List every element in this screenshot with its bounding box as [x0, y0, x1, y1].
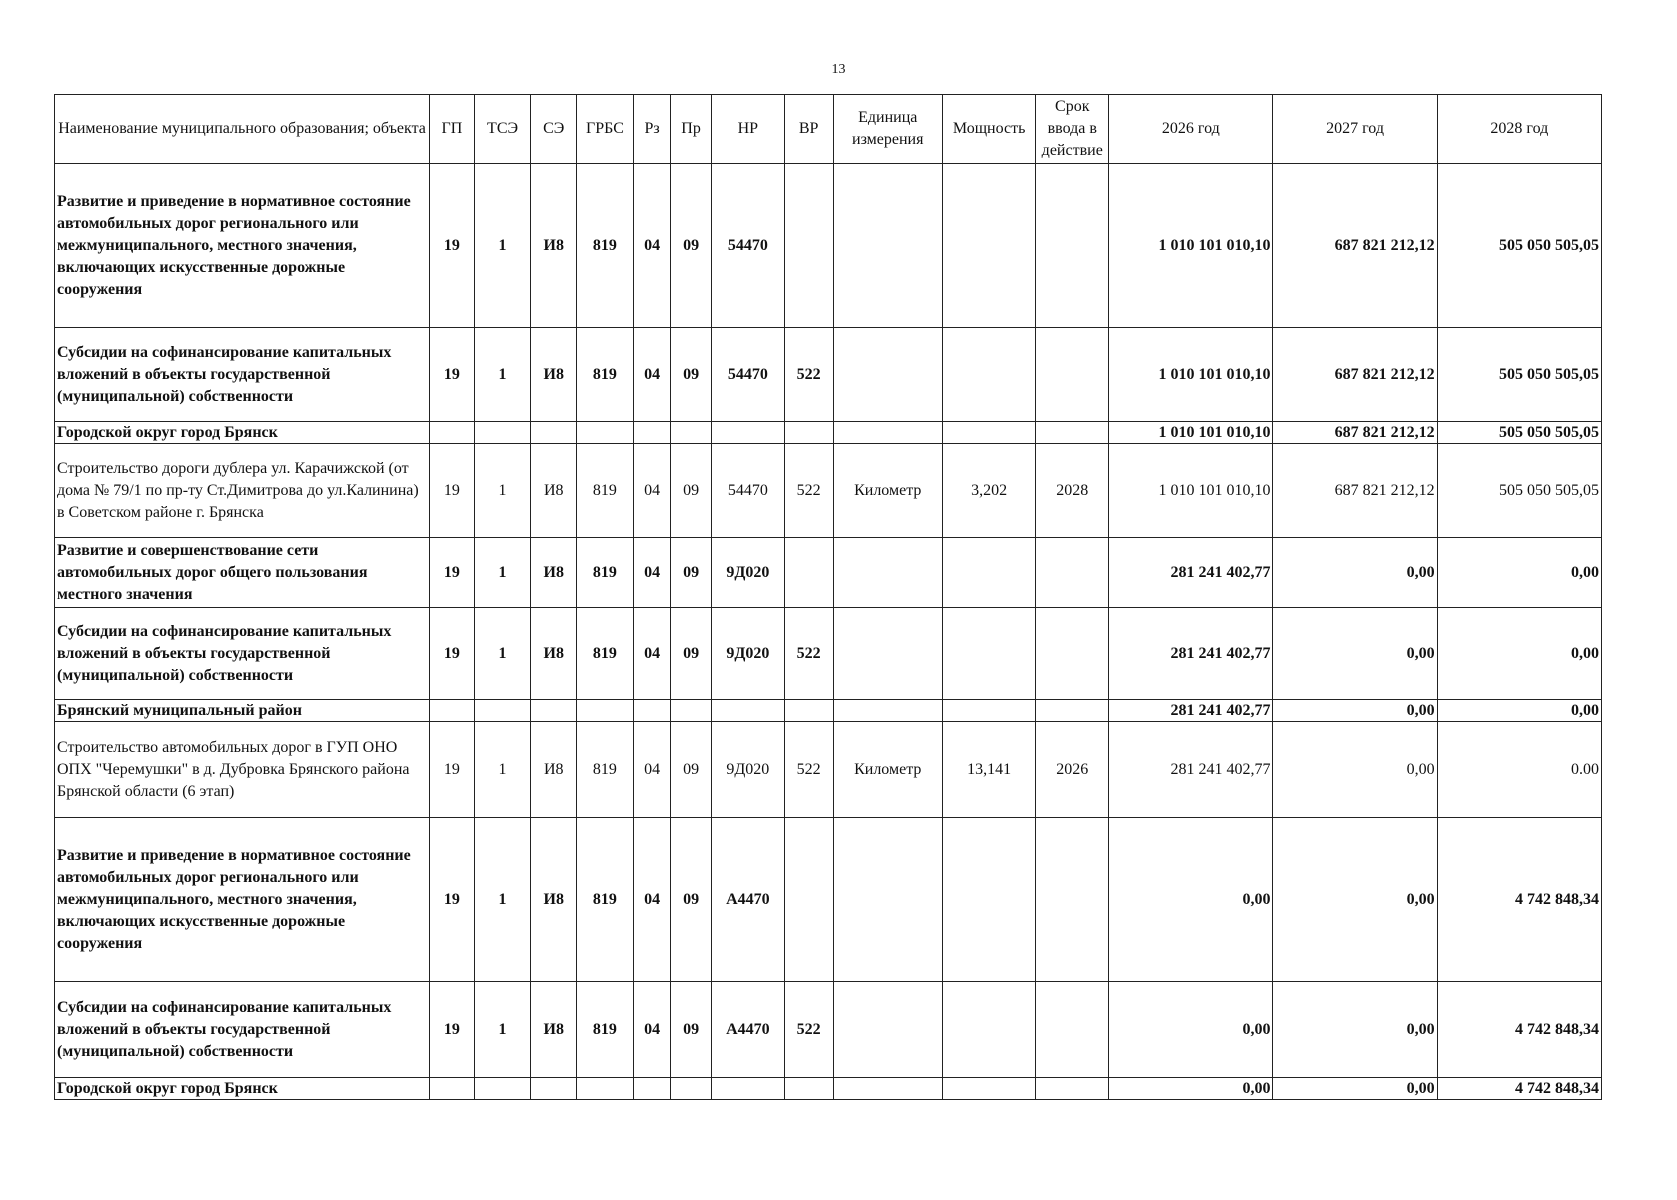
col-rz-header: Рз: [633, 95, 671, 164]
cell-pr: 09: [671, 164, 712, 328]
cell-term: [1036, 164, 1109, 328]
cell-grbs: 819: [577, 982, 634, 1078]
cell-se: И8: [531, 444, 577, 538]
cell-2028: 4 742 848,34: [1437, 982, 1601, 1078]
cell-vr: 522: [784, 608, 833, 700]
cell-nr: 9Д020: [711, 608, 784, 700]
cell-se: И8: [531, 608, 577, 700]
cell-term: [1036, 328, 1109, 422]
cell-grbs: 819: [577, 444, 634, 538]
cell-capacity: [942, 328, 1035, 422]
header-row: [55, 95, 1602, 164]
cell-2026: 0,00: [1109, 818, 1273, 982]
cell-tse: 1: [474, 538, 531, 608]
cell-capacity: [942, 982, 1035, 1078]
cell-tse: 1: [474, 164, 531, 328]
cell-tse: 1: [474, 818, 531, 982]
cell-rz: 04: [633, 982, 671, 1078]
cell-2028: 505 050 505,05: [1437, 444, 1601, 538]
cell-2027: 0,00: [1273, 538, 1437, 608]
cell-unit: [833, 164, 942, 328]
row-name: Развитие и приведение в нормативное состояние автомобильных дорог регионального или межмуниципального, местного значения, включающих искусственные дорожные сооружения: [55, 164, 430, 328]
col-gp-header: ГП: [430, 95, 475, 164]
cell-2026: 0,00: [1109, 982, 1273, 1078]
cell-2027: 687 821 212,12: [1273, 164, 1437, 328]
cell-unit: [833, 818, 942, 982]
cell-2028: 0,00: [1437, 608, 1601, 700]
cell-tse: 1: [474, 982, 531, 1078]
cell-2027: 687 821 212,12: [1273, 328, 1437, 422]
col-2028-header: 2028 год: [1437, 95, 1601, 164]
table-row: [55, 538, 1602, 608]
cell-2026: 281 241 402,77: [1109, 700, 1273, 722]
cell-capacity: 3,202: [942, 444, 1035, 538]
cell-gp: 19: [430, 722, 475, 818]
cell-capacity: [942, 164, 1035, 328]
cell-term: [1036, 818, 1109, 982]
cell-2028: 505 050 505,05: [1437, 422, 1601, 444]
cell-capacity: [942, 818, 1035, 982]
cell-term: [1036, 982, 1109, 1078]
cell-2026: 1 010 101 010,10: [1109, 164, 1273, 328]
cell-tse: 1: [474, 444, 531, 538]
cell-2026: 281 241 402,77: [1109, 722, 1273, 818]
cell-tse: 1: [474, 328, 531, 422]
cell-capacity: 13,141: [942, 722, 1035, 818]
cell-2028: 4 742 848,34: [1437, 818, 1601, 982]
cell-2027: 0,00: [1273, 608, 1437, 700]
cell-vr: 522: [784, 444, 833, 538]
cell-grbs: 819: [577, 818, 634, 982]
cell-rz: 04: [633, 328, 671, 422]
row-name: Субсидии на софинансирование капитальных вложений в объекты государственной (муниципальной) собственности: [55, 328, 430, 422]
col-vr-header: ВР: [784, 95, 833, 164]
row-name: Субсидии на софинансирование капитальных вложений в объекты государственной (муниципальной) собственности: [55, 608, 430, 700]
cell-unit: [833, 608, 942, 700]
table-row: [55, 608, 1602, 700]
cell-nr: 54470: [711, 164, 784, 328]
cell-gp: 19: [430, 818, 475, 982]
cell-rz: 04: [633, 722, 671, 818]
cell-nr: 9Д020: [711, 538, 784, 608]
cell-grbs: 819: [577, 608, 634, 700]
cell-2028: 0,00: [1437, 538, 1601, 608]
cell-nr: А4470: [711, 982, 784, 1078]
cell-term: 2026: [1036, 722, 1109, 818]
col-2027-header: 2027 год: [1273, 95, 1437, 164]
cell-term: 2028: [1036, 444, 1109, 538]
cell-se: И8: [531, 164, 577, 328]
cell-vr: 522: [784, 982, 833, 1078]
cell-unit: Километр: [833, 444, 942, 538]
col-se-header: СЭ: [531, 95, 577, 164]
col-term-header: Срок ввода в действие: [1036, 95, 1109, 164]
cell-2028: 0.00: [1437, 722, 1601, 818]
cell-pr: 09: [671, 444, 712, 538]
col-capacity-header: Мощность: [942, 95, 1035, 164]
cell-grbs: 819: [577, 538, 634, 608]
total-name: Брянский муниципальный район: [55, 700, 430, 722]
cell-2027: 0,00: [1273, 722, 1437, 818]
cell-rz: 04: [633, 818, 671, 982]
cell-vr: [784, 164, 833, 328]
col-unit-header: Единица измерения: [833, 95, 942, 164]
total-name: Городской округ город Брянск: [55, 1078, 430, 1100]
row-name: Строительство дороги дублера ул. Карачижской (от дома № 79/1 по пр-ту Ст.Димитрова до ул.Калинина) в Советском районе г. Брянска: [55, 444, 430, 538]
row-name: Субсидии на софинансирование капитальных вложений в объекты государственной (муниципальной) собственности: [55, 982, 430, 1078]
cell-2027: 0,00: [1273, 982, 1437, 1078]
cell-2028: 4 742 848,34: [1437, 1078, 1601, 1100]
cell-2027: 687 821 212,12: [1273, 444, 1437, 538]
cell-pr: 09: [671, 982, 712, 1078]
cell-se: И8: [531, 722, 577, 818]
cell-gp: 19: [430, 608, 475, 700]
cell-nr: 9Д020: [711, 722, 784, 818]
cell-gp: 19: [430, 164, 475, 328]
cell-pr: 09: [671, 722, 712, 818]
cell-2027: 0,00: [1273, 700, 1437, 722]
cell-pr: 09: [671, 538, 712, 608]
cell-se: И8: [531, 538, 577, 608]
cell-2027: 0,00: [1273, 818, 1437, 982]
budget-table: [54, 94, 1602, 1100]
table-row: [55, 982, 1602, 1078]
row-name: Строительство автомобильных дорог в ГУП ОНО ОПХ "Черемушки" в д. Дубровка Брянского района Брянской области (6 этап): [55, 722, 430, 818]
cell-capacity: [942, 608, 1035, 700]
row-name: Развитие и совершенствование сети автомобильных дорог общего пользования местного значения: [55, 538, 430, 608]
cell-unit: [833, 328, 942, 422]
col-name-header: Наименование муниципального образования; объекта: [55, 95, 430, 164]
cell-rz: 04: [633, 444, 671, 538]
cell-grbs: 819: [577, 328, 634, 422]
cell-2028: 505 050 505,05: [1437, 328, 1601, 422]
cell-2026: 0,00: [1109, 1078, 1273, 1100]
row-name: Развитие и приведение в нормативное состояние автомобильных дорог регионального или межмуниципального, местного значения, включающих искусственные дорожные сооружения: [55, 818, 430, 982]
cell-se: И8: [531, 818, 577, 982]
col-tse-header: ТСЭ: [474, 95, 531, 164]
cell-term: [1036, 538, 1109, 608]
cell-unit: [833, 538, 942, 608]
cell-unit: [833, 982, 942, 1078]
cell-pr: 09: [671, 328, 712, 422]
table-row: [55, 818, 1602, 982]
cell-unit: Километр: [833, 722, 942, 818]
table-row: [55, 444, 1602, 538]
cell-rz: 04: [633, 538, 671, 608]
page-number: 13: [831, 62, 846, 77]
col-2026-header: 2026 год: [1109, 95, 1273, 164]
cell-grbs: 819: [577, 164, 634, 328]
cell-term: [1036, 608, 1109, 700]
table-row: [55, 164, 1602, 328]
cell-2028: 505 050 505,05: [1437, 164, 1601, 328]
cell-capacity: [942, 538, 1035, 608]
table-row: [55, 328, 1602, 422]
cell-pr: 09: [671, 608, 712, 700]
cell-tse: 1: [474, 722, 531, 818]
cell-2026: 1 010 101 010,10: [1109, 422, 1273, 444]
cell-se: И8: [531, 982, 577, 1078]
col-grbs-header: ГРБС: [577, 95, 634, 164]
cell-nr: 54470: [711, 444, 784, 538]
cell-vr: [784, 818, 833, 982]
total-row: [55, 422, 1602, 444]
cell-gp: 19: [430, 538, 475, 608]
cell-vr: 522: [784, 722, 833, 818]
cell-gp: 19: [430, 328, 475, 422]
cell-2028: 0,00: [1437, 700, 1601, 722]
cell-gp: 19: [430, 982, 475, 1078]
cell-vr: 522: [784, 328, 833, 422]
total-name: Городской округ город Брянск: [55, 422, 430, 444]
col-pr-header: Пр: [671, 95, 712, 164]
cell-2026: 1 010 101 010,10: [1109, 444, 1273, 538]
cell-rz: 04: [633, 164, 671, 328]
cell-2027: 687 821 212,12: [1273, 422, 1437, 444]
cell-se: И8: [531, 328, 577, 422]
cell-vr: [784, 538, 833, 608]
cell-2026: 1 010 101 010,10: [1109, 328, 1273, 422]
cell-pr: 09: [671, 818, 712, 982]
cell-tse: 1: [474, 608, 531, 700]
cell-nr: А4470: [711, 818, 784, 982]
cell-2027: 0,00: [1273, 1078, 1437, 1100]
cell-gp: 19: [430, 444, 475, 538]
total-row: [55, 1078, 1602, 1100]
cell-2026: 281 241 402,77: [1109, 608, 1273, 700]
cell-rz: 04: [633, 608, 671, 700]
col-nr-header: НР: [711, 95, 784, 164]
total-row: [55, 700, 1602, 722]
cell-2026: 281 241 402,77: [1109, 538, 1273, 608]
table-row: [55, 722, 1602, 818]
cell-grbs: 819: [577, 722, 634, 818]
cell-nr: 54470: [711, 328, 784, 422]
